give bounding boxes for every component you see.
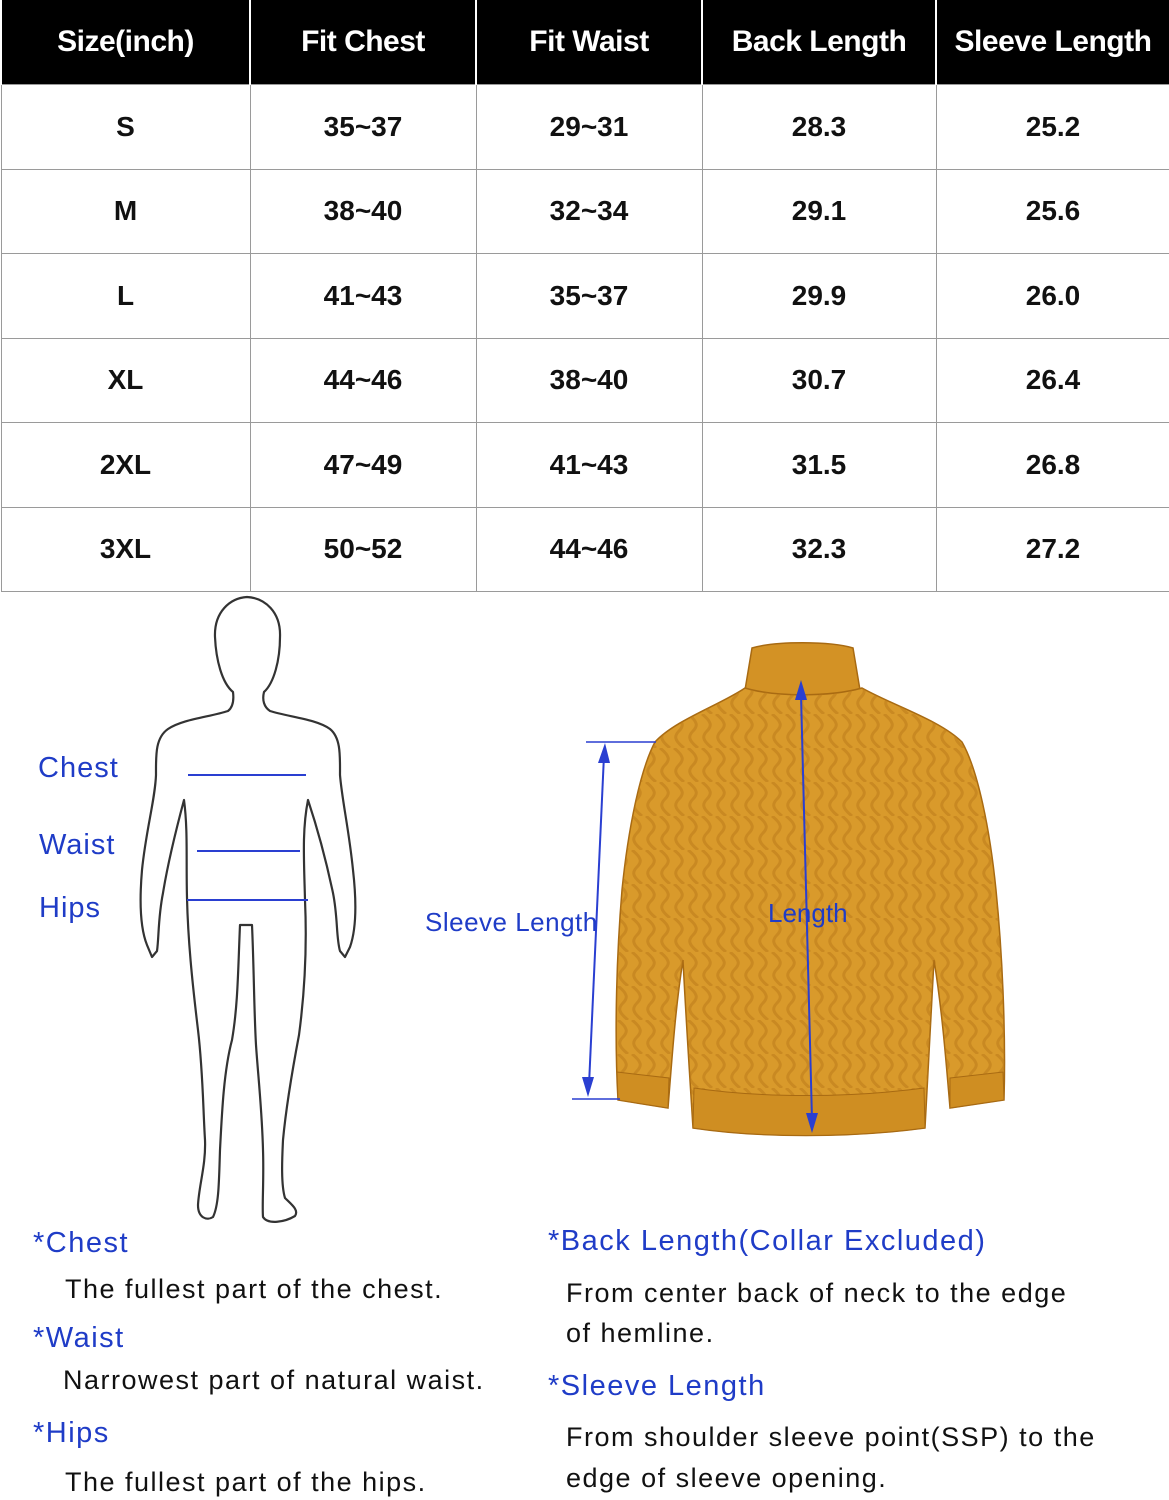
cell-sleeve-length: 25.6: [936, 169, 1169, 254]
desc-text-back-length-1: From center back of neck to the edge: [566, 1278, 1068, 1308]
body-silhouette-icon: [130, 595, 380, 1230]
desc-heading-sleeve-length: *Sleeve Length: [548, 1370, 766, 1402]
cell-waist: 35~37: [476, 254, 702, 339]
cell-size: 3XL: [1, 507, 250, 592]
sweater-label-length: Length: [768, 898, 848, 928]
cell-chest: 50~52: [250, 507, 476, 592]
cell-sleeve-length: 26.4: [936, 338, 1169, 423]
body-label-hips: Hips: [39, 892, 102, 924]
cell-sleeve-length: 26.0: [936, 254, 1169, 339]
body-label-waist: Waist: [39, 829, 116, 861]
cell-back-length: 28.3: [702, 85, 936, 170]
desc-heading-back-length: *Back Length(Collar Excluded): [548, 1225, 987, 1257]
desc-heading-hips: *Hips: [33, 1417, 110, 1449]
desc-text-hips: The fullest part of the hips.: [65, 1467, 427, 1497]
cell-waist: 32~34: [476, 169, 702, 254]
cell-waist: 29~31: [476, 85, 702, 170]
cell-back-length: 32.3: [702, 507, 936, 592]
table-row: [1, 338, 1169, 423]
body-label-chest: Chest: [38, 752, 119, 784]
cell-back-length: 31.5: [702, 423, 936, 508]
desc-text-chest: The fullest part of the chest.: [65, 1274, 444, 1304]
cell-chest: 47~49: [250, 423, 476, 508]
desc-heading-chest: *Chest: [33, 1227, 130, 1259]
cell-back-length: 29.9: [702, 254, 936, 339]
cell-chest: 35~37: [250, 85, 476, 170]
cell-sleeve-length: 26.8: [936, 423, 1169, 508]
cell-size: M: [1, 169, 250, 254]
header-back-length: Back Length: [702, 0, 936, 85]
table-row: [1, 169, 1169, 254]
cell-back-length: 30.7: [702, 338, 936, 423]
table-row: [1, 507, 1169, 592]
cell-chest: 44~46: [250, 338, 476, 423]
size-chart-table: [0, 0, 1169, 592]
header-fit-waist: Fit Waist: [476, 0, 702, 85]
cell-size: 2XL: [1, 423, 250, 508]
cell-waist: 41~43: [476, 423, 702, 508]
cell-sleeve-length: 27.2: [936, 507, 1169, 592]
desc-text-sleeve-length-2: edge of sleeve opening.: [566, 1463, 888, 1493]
cell-chest: 41~43: [250, 254, 476, 339]
table-row: [1, 85, 1169, 170]
cell-back-length: 29.1: [702, 169, 936, 254]
table-row: [1, 254, 1169, 339]
cell-sleeve-length: 25.2: [936, 85, 1169, 170]
header-sleeve-length: Sleeve Length: [936, 0, 1169, 85]
cell-chest: 38~40: [250, 169, 476, 254]
table-row: [1, 423, 1169, 508]
desc-text-waist: Narrowest part of natural waist.: [63, 1365, 485, 1395]
header-fit-chest: Fit Chest: [250, 0, 476, 85]
desc-text-back-length-2: of hemline.: [566, 1318, 715, 1348]
desc-text-sleeve-length-1: From shoulder sleeve point(SSP) to the: [566, 1422, 1096, 1452]
cell-waist: 38~40: [476, 338, 702, 423]
cell-size: L: [1, 254, 250, 339]
header-size: Size(inch): [1, 0, 250, 85]
cell-waist: 44~46: [476, 507, 702, 592]
desc-heading-waist: *Waist: [33, 1322, 125, 1354]
cell-size: S: [1, 85, 250, 170]
sweater-label-sleeve-length: Sleeve Length: [425, 907, 598, 937]
cell-size: XL: [1, 338, 250, 423]
sweater-back-icon: [570, 640, 1010, 1140]
table-header-row: [1, 0, 1169, 85]
